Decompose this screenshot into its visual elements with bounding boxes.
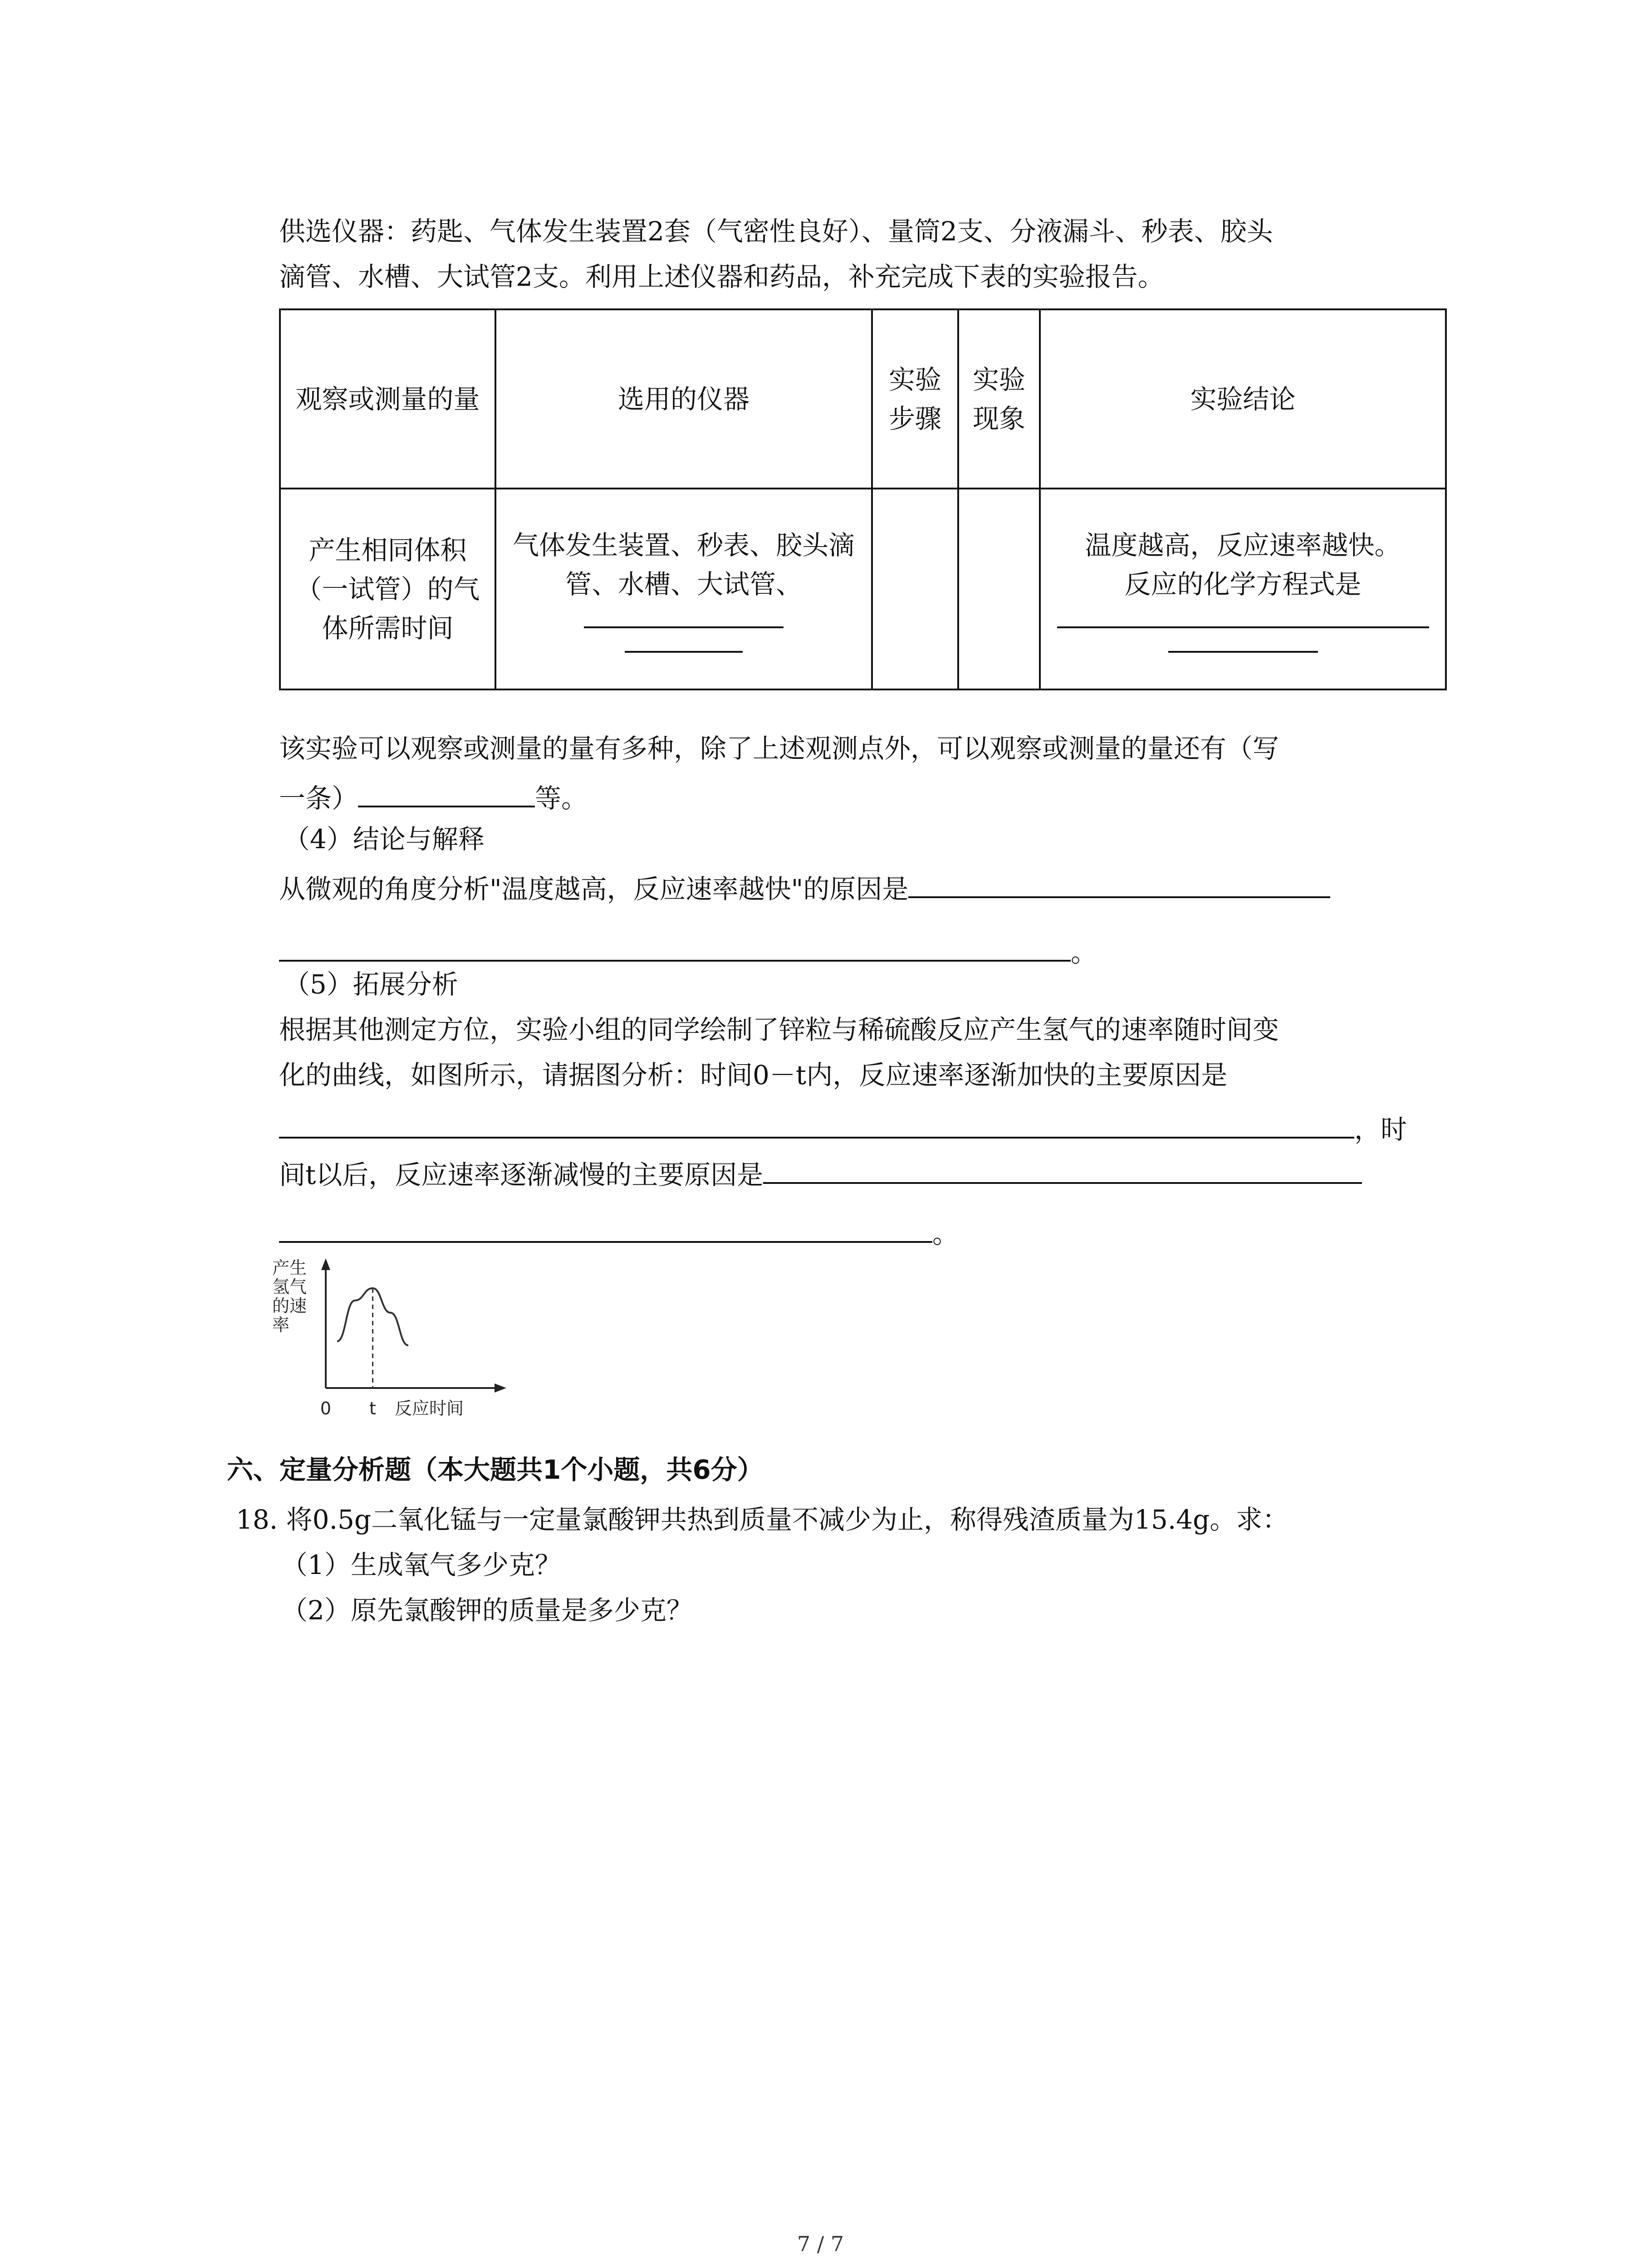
q4-blank-2[interactable] [279, 934, 1071, 962]
header-quantity: 观察或测量的量 [280, 309, 495, 489]
header-phenomenon: 实验现象 [958, 309, 1040, 489]
header-steps: 实验步骤 [872, 309, 958, 489]
q5-line-2: 化的曲线，如图所示，请据图分析：时间0－t内，反应速率逐渐加快的主要原因是 [279, 1060, 1228, 1090]
cell-steps[interactable] [872, 489, 958, 689]
chart-xlabel: 反应时间 [395, 1398, 464, 1418]
table-data-row [280, 489, 1446, 689]
page-number: 7 / 7 [797, 2232, 844, 2256]
cell-quantity: 产生相同体积（一试管）的气体所需时间 [280, 489, 495, 689]
q4-blank-1[interactable] [908, 871, 1330, 898]
q5-blank-1[interactable] [279, 1111, 1354, 1139]
cell-conclusion: 温度越高，反应速率越快。 反应的化学方程式是 [1040, 489, 1446, 689]
q4-line-2: 。 [279, 934, 1097, 971]
q4-line-1: 从微观的角度分析"温度越高，反应速率越快"的原因是 [279, 871, 1330, 907]
experiment-report-table [279, 308, 1447, 690]
q5-blank-3[interactable] [279, 1216, 932, 1243]
q5-line-3: ，时 [279, 1111, 1407, 1148]
chart-ylabel-line-3: 的速 [272, 1296, 307, 1316]
q3-extra-line-2: 一条） 等。 [279, 780, 588, 816]
equation-blank-1[interactable] [1057, 613, 1429, 628]
q18-stem: 18. 将0.5g二氧化锰与一定量氯酸钾共热到质量不减少为止，称得残渣质量为15.4g。求： [236, 1504, 1289, 1535]
q5-heading: （5）拓展分析 [284, 969, 458, 1000]
q18-sub-2: （2）原先氯酸钾的质量是多少克？ [281, 1595, 693, 1626]
equation-blank-2[interactable] [1168, 637, 1318, 653]
chart-ylabel-line-4: 率 [272, 1315, 290, 1335]
q3-extra-blank[interactable] [358, 780, 535, 807]
q3-extra-line-1: 该实验可以观察或测量的量有多种，除了上述观测点外，可以观察或测量的量还有（写 [279, 733, 1279, 764]
header-instruments: 选用的仪器 [495, 309, 872, 489]
q18-sub-1: （1）生成氧气多少克？ [281, 1549, 561, 1580]
q5-blank-2[interactable] [763, 1157, 1362, 1184]
intro-line-1: 供选仪器：药匙、气体发生装置2套（气密性良好）、量筒2支、分液漏斗、秒表、胶头 [279, 216, 1273, 247]
cell-phenomenon[interactable] [958, 489, 1040, 689]
chart-x-tick-0: 0 [320, 1398, 332, 1418]
intro-line-2: 滴管、水槽、大试管2支。利用上述仪器和药品，补充完成下表的实验报告。 [279, 261, 1164, 292]
chart-y-arrow [321, 1258, 330, 1270]
cell-instruments: 气体发生装置、秒表、胶头滴管、水槽、大试管、 [495, 489, 872, 689]
header-conclusion: 实验结论 [1040, 309, 1446, 489]
q5-line-1: 根据其他测定方位，实验小组的同学绘制了锌粒与稀硫酸反应产生氢气的速率随时间变 [279, 1014, 1279, 1045]
chart-ylabel-line-2: 氢气 [272, 1277, 307, 1297]
section-6-title: 六、定量分析题（本大题共1个小题，共6分） [227, 1454, 764, 1485]
instruments-blank-1[interactable] [584, 613, 784, 628]
q4-heading: （4）结论与解释 [284, 824, 485, 855]
chart-ylabel-line-1: 产生 [272, 1258, 307, 1278]
reaction-rate-chart [272, 1256, 508, 1429]
instruments-blank-2[interactable] [625, 637, 743, 653]
chart-x-arrow [495, 1383, 506, 1393]
table-header-row [280, 309, 1446, 489]
q5-line-5: 。 [279, 1216, 959, 1252]
q5-line-4: 间t以后，反应速率逐渐减慢的主要原因是 [279, 1157, 1362, 1193]
chart-x-tick-t: t [369, 1398, 376, 1418]
